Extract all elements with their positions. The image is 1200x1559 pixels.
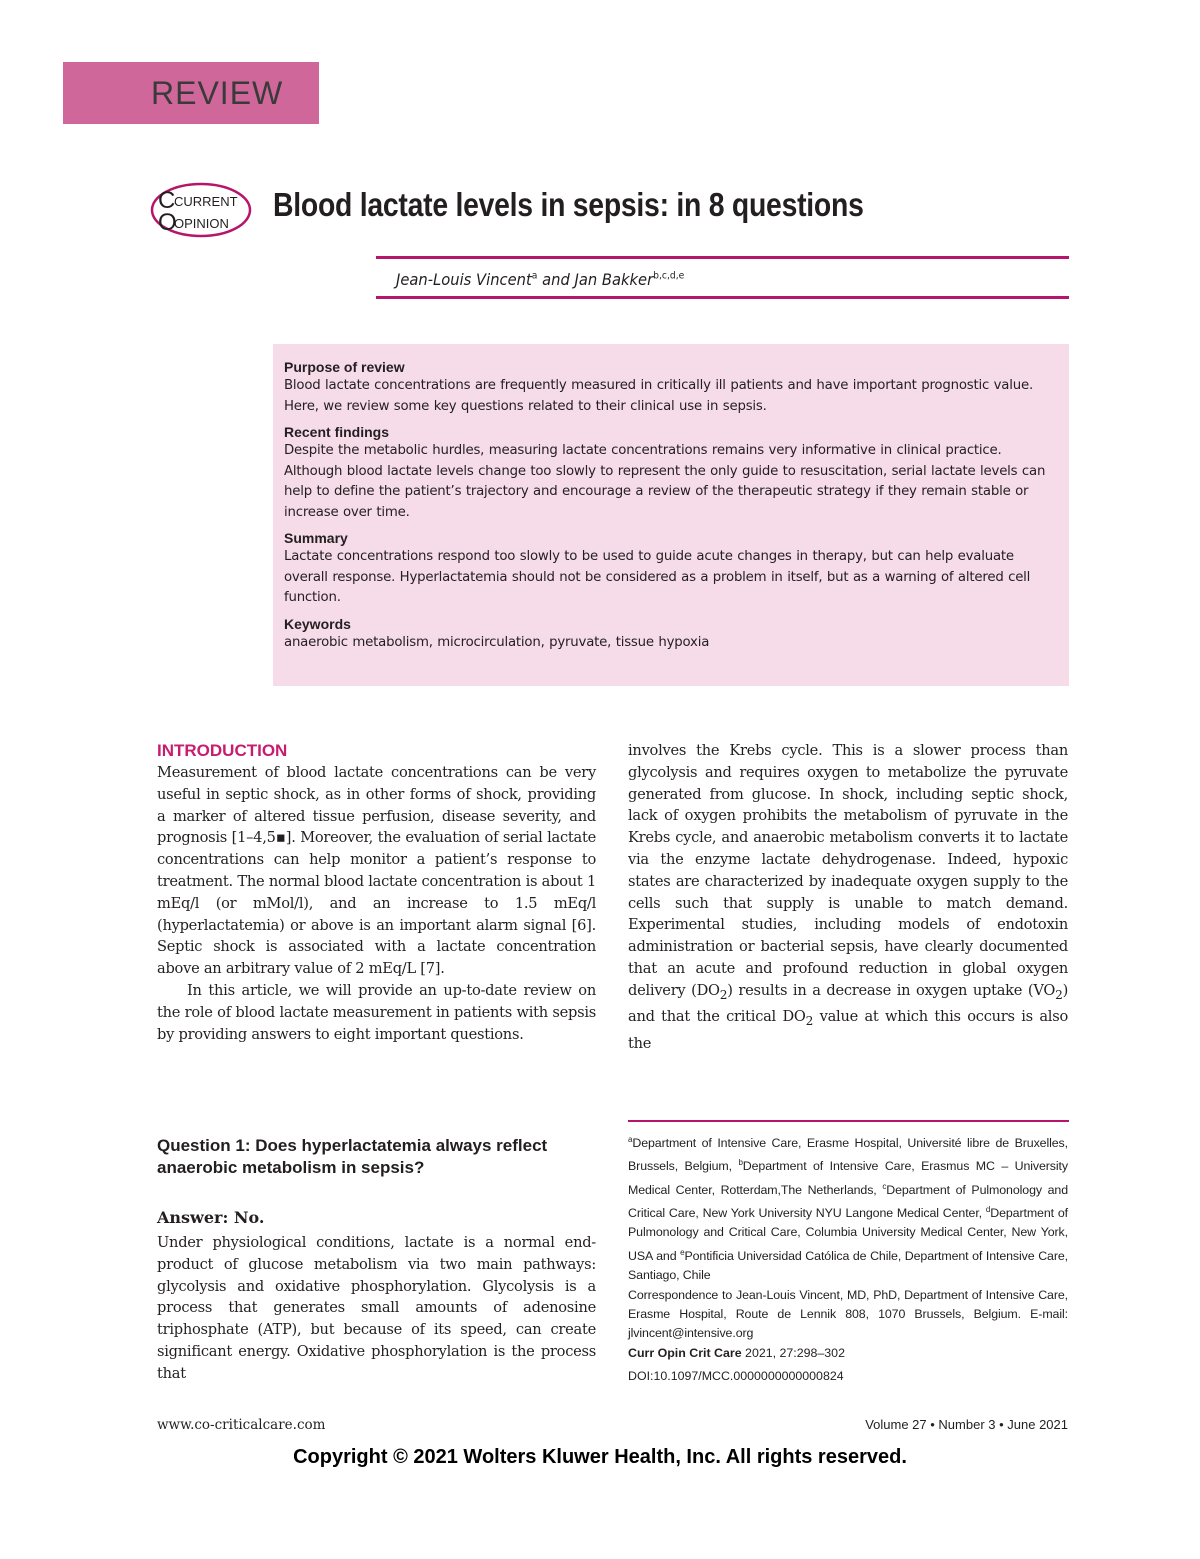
affil-d-sup: d: [985, 1204, 991, 1214]
abstract-summary-text: Lactate concentrations respond too slowly to be used to guide acute changes in therapy, but can help evaluate overall response. Hyperlactatemia should not be considered as a problem in itself, but as a warning of altered cell function.: [284, 549, 1031, 605]
doi: DOI:10.1097/MCC.0000000000000824: [628, 1369, 844, 1383]
right-column: [628, 740, 1068, 1055]
citation-details: 2021, 27:298–302: [741, 1346, 845, 1360]
svg-text:O: O: [158, 209, 177, 236]
affil-d: Department of Pulmonology and Critical Care, Columbia University Medical Center, New York, USA and: [628, 1206, 1068, 1263]
affil-e-sup: e: [680, 1247, 685, 1257]
logo-line1: CURRENT: [174, 194, 238, 209]
title-rule-top: [376, 256, 1069, 259]
citation: [628, 1344, 845, 1363]
citation-journal: Curr Opin Crit Care: [628, 1346, 742, 1360]
rc-sub-1: 2: [719, 987, 728, 1002]
footer-website: www.co-criticalcare.com: [157, 1417, 326, 1433]
right-column-paragraph: [628, 740, 1068, 1055]
author-1-affil: a: [531, 270, 538, 282]
rc-text-4: value at which this occurs is also the: [628, 1008, 1068, 1053]
rc-do2-b: DO: [782, 1008, 806, 1026]
copyright-notice: Copyright © 2021 Wolters Kluwer Health, Inc. All rights reserved.: [293, 1446, 907, 1468]
rc-do2: DO: [696, 981, 720, 999]
abstract-box: [273, 344, 1069, 686]
abstract-purpose-text: Blood lactate concentrations are frequently measured in critically ill patients and have important prognostic value. Here, we review some key questions related to their clinical use in sepsis.: [284, 378, 1033, 414]
rc-text-2: ) results in a decrease in oxygen uptake (: [727, 981, 1034, 999]
abstract-findings-heading: Recent findings: [284, 424, 390, 440]
logo-line2: OPINION: [174, 216, 229, 231]
affil-a: Department of Intensive Care, Erasme Hospital, Université libre de Bruxelles, Brussels, Belgium,: [628, 1136, 1068, 1174]
author-2-affil: b,c,d,e: [653, 270, 685, 282]
affiliations: [628, 1130, 1068, 1285]
introduction-heading: INTRODUCTION: [157, 741, 288, 760]
question-1-heading: Question 1: Does hyperlactatemia always reflect anaerobic metabolism in sepsis?: [157, 1136, 548, 1177]
section-tag-label: REVIEW: [151, 74, 284, 111]
affil-c: Department of Pulmonology and Critical Care, New York University NYU Langone Medical Center,: [628, 1182, 1068, 1221]
rc-text-3: ) and that the critical: [628, 981, 1069, 1026]
question-1-body: [157, 1232, 596, 1385]
rc-text-1: involves the Krebs cycle. This is a slower process than glycolysis and requires oxygen to metabolize the pyruvate generated from glucose. In shock, including septic shock, lack of oxygen prohibits the metabolism of pyruvate in the Krebs cycle, and anaerobic metabolism converts it to lactate via the enzyme lactate dehydrogenase. Indeed, hypoxic states are characterized by inadequate oxygen supply to the cells such that supply is unable to match demand. Experimental studies, including models of endotoxin administration or bacterial sepsis, have clearly documented that an acute and profound reduction in global oxygen delivery (: [628, 742, 1068, 999]
abstract-findings-text: Despite the metabolic hurdles, measuring lactate concentrations remains very informative in clinical practice. Although blood lactate levels change too slowly to represent the only guide to resuscitation, serial lactate levels can help to define the patient’s trajectory and encourage a review of the therapeutic strategy if they remain stable or increase over time.: [284, 443, 1046, 520]
rc-sub-2: 2: [1055, 987, 1063, 1002]
introduction-paragraph-2: In this article, we will provide an up-to-date review on the role of blood lactate measurement in patients with sepsis by providing answers to eight important questions.: [157, 981, 596, 1043]
question-1-answer: Answer: No.: [157, 1208, 265, 1227]
section-tag: [63, 62, 319, 124]
question-1-paragraph: Under physiological conditions, lactate is a normal end-product of glucose metabolism via two main pathways: glycolysis and oxidative phosphorylation. Glycolysis is a process that generates small amounts of adenosine triphosphate (ATP), but because of its speed, can create significant energy. Oxidative phosphorylation is the process that: [157, 1234, 596, 1382]
svg-text:C: C: [158, 187, 176, 214]
footer-volume-info: Volume 27 • Number 3 • June 2021: [865, 1417, 1068, 1432]
authors-and: and: [537, 270, 575, 289]
affiliations-rule: [628, 1120, 1069, 1122]
abstract-keywords-heading: Keywords: [284, 615, 351, 632]
abstract-purpose-heading: Purpose of review: [284, 359, 405, 375]
author-1: Jean-Louis Vincent: [396, 270, 532, 289]
authors: [396, 270, 684, 289]
author-2: Jan Bakker: [574, 270, 654, 289]
abstract-summary-heading: Summary: [284, 530, 348, 546]
introduction-paragraph-1: Measurement of blood lactate concentrations can be very useful in septic shock, as in other forms of shock, providing a marker of altered tissue perfusion, disease severity, and prognosis [1–4,5▪]. Moreover, the evaluation of serial lactate concentrations can help monitor a patient’s response to treatment. The normal blood lactate concentration is about 1 mEq/l (or mMol/l), and an increase to 1.5 mEq/l (hyperlactatemia) or above is an important alarm signal [6]. Septic shock is associated with a lactate concentration above an arbitrary value of 2 mEq/L [7].: [157, 764, 596, 978]
rc-vo2: VO: [1033, 981, 1056, 999]
affil-e: Pontificia Universidad Católica de Chile, Department of Intensive Care, Santiago, Chile: [628, 1248, 1068, 1282]
current-opinion-logo: [150, 182, 252, 238]
affil-a-sup: a: [628, 1135, 633, 1144]
rc-sub-3: 2: [805, 1014, 814, 1029]
left-column: [157, 740, 596, 1045]
affil-b-sup: b: [738, 1158, 743, 1168]
article-title: Blood lactate levels in sepsis: in 8 questions: [273, 186, 864, 223]
affil-c-sup: c: [882, 1181, 887, 1191]
title-rule-bottom: [376, 296, 1069, 299]
abstract-keywords-text: anaerobic metabolism, microcirculation, pyruvate, tissue hypoxia: [284, 634, 710, 650]
affil-b: Department of Intensive Care, Erasmus MC – University Medical Center, Rotterdam,The Netherlands,: [628, 1159, 1068, 1197]
correspondence: Correspondence to Jean-Louis Vincent, MD, PhD, Department of Intensive Care, Erasme Hospital, Route de Lennik 808, 1070 Brussels, Belgium. E-mail: jlvincent@intensive.org: [628, 1288, 1068, 1341]
